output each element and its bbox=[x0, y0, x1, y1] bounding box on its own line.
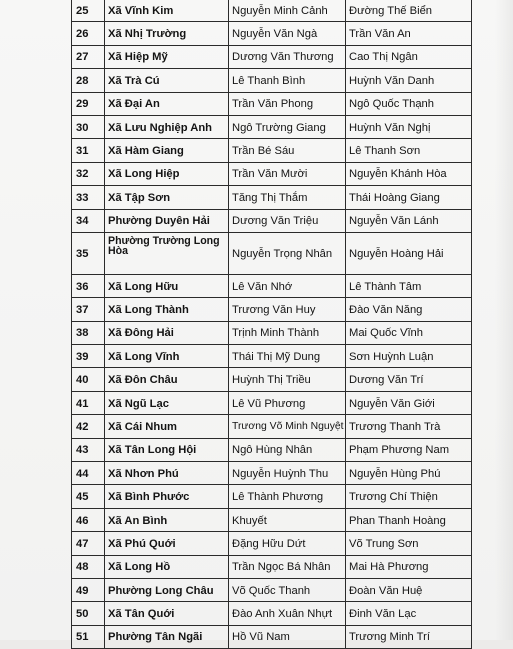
person-secondary-cell: Dương Văn Trí bbox=[346, 368, 472, 391]
table-row bbox=[72, 298, 472, 321]
unit-name-cell: Phường Tân Ngãi bbox=[105, 625, 229, 648]
person-primary-cell: Lê Thành Phương bbox=[229, 485, 346, 508]
person-primary-cell: Lê Vũ Phương bbox=[229, 391, 346, 414]
unit-name-cell: Phường Long Châu bbox=[105, 578, 229, 601]
table-row bbox=[72, 115, 472, 138]
person-secondary-cell: Lê Thanh Sơn bbox=[346, 139, 472, 162]
table-row bbox=[72, 0, 472, 22]
unit-name-cell: Xã Trà Cú bbox=[105, 69, 229, 92]
officials-table-body bbox=[72, 0, 472, 649]
person-secondary-cell: Trương Minh Trí bbox=[346, 625, 472, 648]
person-primary-cell: Huỳnh Thị Triều bbox=[229, 368, 346, 391]
person-secondary-cell: Thái Hoàng Giang bbox=[346, 186, 472, 209]
row-number-cell: 41 bbox=[72, 391, 105, 414]
person-secondary-cell: Trần Văn An bbox=[346, 22, 472, 45]
unit-name-cell: Xã Nhơn Phú bbox=[105, 462, 229, 485]
table-row bbox=[72, 532, 472, 555]
person-secondary-cell: Nguyễn Văn Giới bbox=[346, 391, 472, 414]
unit-name-cell: Xã Tập Sơn bbox=[105, 186, 229, 209]
person-primary-cell: Võ Quốc Thanh bbox=[229, 578, 346, 601]
row-number-cell: 38 bbox=[72, 321, 105, 344]
table-row bbox=[72, 345, 472, 368]
row-number-cell: 34 bbox=[72, 209, 105, 232]
row-number-cell: 46 bbox=[72, 508, 105, 531]
row-number-cell: 30 bbox=[72, 115, 105, 138]
table-row bbox=[72, 274, 472, 297]
person-primary-cell: Nguyễn Huỳnh Thu bbox=[229, 462, 346, 485]
unit-name-cell: Xã Cái Nhum bbox=[105, 415, 229, 438]
row-number-cell: 50 bbox=[72, 602, 105, 625]
row-number-cell: 40 bbox=[72, 368, 105, 391]
table-row bbox=[72, 186, 472, 209]
person-secondary-cell: Đào Văn Năng bbox=[346, 298, 472, 321]
row-number-cell: 31 bbox=[72, 139, 105, 162]
unit-name-cell: Xã Phú Quới bbox=[105, 532, 229, 555]
person-secondary-cell: Huỳnh Văn Danh bbox=[346, 69, 472, 92]
person-secondary-cell: Trương Thanh Trà bbox=[346, 415, 472, 438]
table-row bbox=[72, 578, 472, 601]
row-number-cell: 26 bbox=[72, 22, 105, 45]
person-primary-cell: Trịnh Minh Thành bbox=[229, 321, 346, 344]
table-row bbox=[72, 602, 472, 625]
person-secondary-cell: Mai Hà Phương bbox=[346, 555, 472, 578]
person-secondary-cell: Huỳnh Văn Nghị bbox=[346, 115, 472, 138]
person-primary-cell: Trần Ngọc Bá Nhân bbox=[229, 555, 346, 578]
row-number-cell: 37 bbox=[72, 298, 105, 321]
person-primary-cell: Dương Văn Thương bbox=[229, 45, 346, 68]
row-number-cell: 35 bbox=[72, 232, 105, 274]
unit-name-cell: Xã Tân Quới bbox=[105, 602, 229, 625]
person-secondary-cell: Đoàn Văn Huệ bbox=[346, 578, 472, 601]
table-row bbox=[72, 462, 472, 485]
person-primary-cell: Thái Thị Mỹ Dung bbox=[229, 345, 346, 368]
row-number-cell: 33 bbox=[72, 186, 105, 209]
person-secondary-cell: Lê Thành Tâm bbox=[346, 274, 472, 297]
person-secondary-cell: Phạm Phương Nam bbox=[346, 438, 472, 461]
unit-name-cell: Xã Đôn Châu bbox=[105, 368, 229, 391]
row-number-cell: 51 bbox=[72, 625, 105, 648]
unit-name-cell: Xã Bình Phước bbox=[105, 485, 229, 508]
table-row bbox=[72, 162, 472, 185]
row-number-cell: 49 bbox=[72, 578, 105, 601]
person-secondary-cell: Trương Chí Thiện bbox=[346, 485, 472, 508]
person-secondary-cell: Phan Thanh Hoàng bbox=[346, 508, 472, 531]
unit-name-cell: Xã Ngũ Lạc bbox=[105, 391, 229, 414]
row-number-cell: 32 bbox=[72, 162, 105, 185]
table-row bbox=[72, 69, 472, 92]
person-primary-cell: Lê Thanh Bình bbox=[229, 69, 346, 92]
person-secondary-cell: Võ Trung Sơn bbox=[346, 532, 472, 555]
table-row bbox=[72, 368, 472, 391]
person-secondary-cell: Đường Thế Biển bbox=[346, 0, 472, 22]
person-secondary-cell: Nguyễn Hùng Phú bbox=[346, 462, 472, 485]
table-row bbox=[72, 139, 472, 162]
page-edge-shadow bbox=[495, 0, 513, 640]
person-secondary-cell: Cao Thị Ngân bbox=[346, 45, 472, 68]
table-row bbox=[72, 391, 472, 414]
unit-name-cell: Xã Long Thành bbox=[105, 298, 229, 321]
person-primary-cell: Nguyễn Trọng Nhân bbox=[229, 232, 346, 274]
person-primary-cell: Lê Văn Nhớ bbox=[229, 274, 346, 297]
unit-name-cell: Xã Đại An bbox=[105, 92, 229, 115]
person-primary-cell: Nguyễn Văn Ngà bbox=[229, 22, 346, 45]
person-secondary-cell: Sơn Huỳnh Luận bbox=[346, 345, 472, 368]
unit-name-cell: Xã Long Hữu bbox=[105, 274, 229, 297]
person-primary-cell: Trương Văn Huy bbox=[229, 298, 346, 321]
row-number-cell: 29 bbox=[72, 92, 105, 115]
person-primary-cell: Trương Võ Minh Nguyệt bbox=[229, 415, 346, 438]
table-row bbox=[72, 508, 472, 531]
person-secondary-cell: Ngô Quốc Thạnh bbox=[346, 92, 472, 115]
unit-name-cell: Phường Duyên Hải bbox=[105, 209, 229, 232]
table-row bbox=[72, 485, 472, 508]
table-row bbox=[72, 22, 472, 45]
unit-name-cell: Xã Lưu Nghiệp Anh bbox=[105, 115, 229, 138]
unit-name-cell: Xã Vĩnh Kim bbox=[105, 0, 229, 22]
person-primary-cell: Trần Bé Sáu bbox=[229, 139, 346, 162]
person-primary-cell: Ngô Hùng Nhân bbox=[229, 438, 346, 461]
table-row bbox=[72, 232, 472, 274]
row-number-cell: 25 bbox=[72, 0, 105, 22]
row-number-cell: 27 bbox=[72, 45, 105, 68]
row-number-cell: 42 bbox=[72, 415, 105, 438]
unit-name-cell: Phường Trường Long Hòa bbox=[105, 232, 229, 274]
row-number-cell: 43 bbox=[72, 438, 105, 461]
table-row bbox=[72, 625, 472, 648]
table-row bbox=[72, 438, 472, 461]
table-row bbox=[72, 555, 472, 578]
unit-name-cell: Xã Long Vĩnh bbox=[105, 345, 229, 368]
person-primary-cell: Hồ Vũ Nam bbox=[229, 625, 346, 648]
table-row bbox=[72, 45, 472, 68]
unit-name-cell: Xã Tân Long Hội bbox=[105, 438, 229, 461]
table-row bbox=[72, 92, 472, 115]
person-primary-cell: Khuyết bbox=[229, 508, 346, 531]
unit-name-cell: Xã Long Hiệp bbox=[105, 162, 229, 185]
unit-name-cell: Xã Đông Hải bbox=[105, 321, 229, 344]
row-number-cell: 36 bbox=[72, 274, 105, 297]
person-primary-cell: Đào Anh Xuân Nhựt bbox=[229, 602, 346, 625]
person-primary-cell: Nguyễn Minh Cảnh bbox=[229, 0, 346, 22]
person-primary-cell: Trần Văn Phong bbox=[229, 92, 346, 115]
person-primary-cell: Trần Văn Mười bbox=[229, 162, 346, 185]
person-secondary-cell: Mai Quốc Vĩnh bbox=[346, 321, 472, 344]
unit-name-cell: Xã Nhị Trường bbox=[105, 22, 229, 45]
row-number-cell: 48 bbox=[72, 555, 105, 578]
person-secondary-cell: Nguyễn Khánh Hòa bbox=[346, 162, 472, 185]
row-number-cell: 44 bbox=[72, 462, 105, 485]
row-number-cell: 47 bbox=[72, 532, 105, 555]
person-primary-cell: Ngô Trường Giang bbox=[229, 115, 346, 138]
row-number-cell: 28 bbox=[72, 69, 105, 92]
person-secondary-cell: Nguyễn Hoàng Hải bbox=[346, 232, 472, 274]
person-primary-cell: Dương Văn Triệu bbox=[229, 209, 346, 232]
person-secondary-cell: Đinh Văn Lạc bbox=[346, 602, 472, 625]
unit-name-cell: Xã Long Hồ bbox=[105, 555, 229, 578]
unit-name-cell: Xã An Bình bbox=[105, 508, 229, 531]
officials-table bbox=[71, 0, 472, 649]
person-primary-cell: Tăng Thị Thắm bbox=[229, 186, 346, 209]
table-row bbox=[72, 209, 472, 232]
person-secondary-cell: Nguyễn Văn Lánh bbox=[346, 209, 472, 232]
table-row bbox=[72, 321, 472, 344]
person-primary-cell: Đặng Hữu Dứt bbox=[229, 532, 346, 555]
row-number-cell: 39 bbox=[72, 345, 105, 368]
unit-name-cell: Xã Hiệp Mỹ bbox=[105, 45, 229, 68]
row-number-cell: 45 bbox=[72, 485, 105, 508]
table-row bbox=[72, 415, 472, 438]
unit-name-cell: Xã Hàm Giang bbox=[105, 139, 229, 162]
